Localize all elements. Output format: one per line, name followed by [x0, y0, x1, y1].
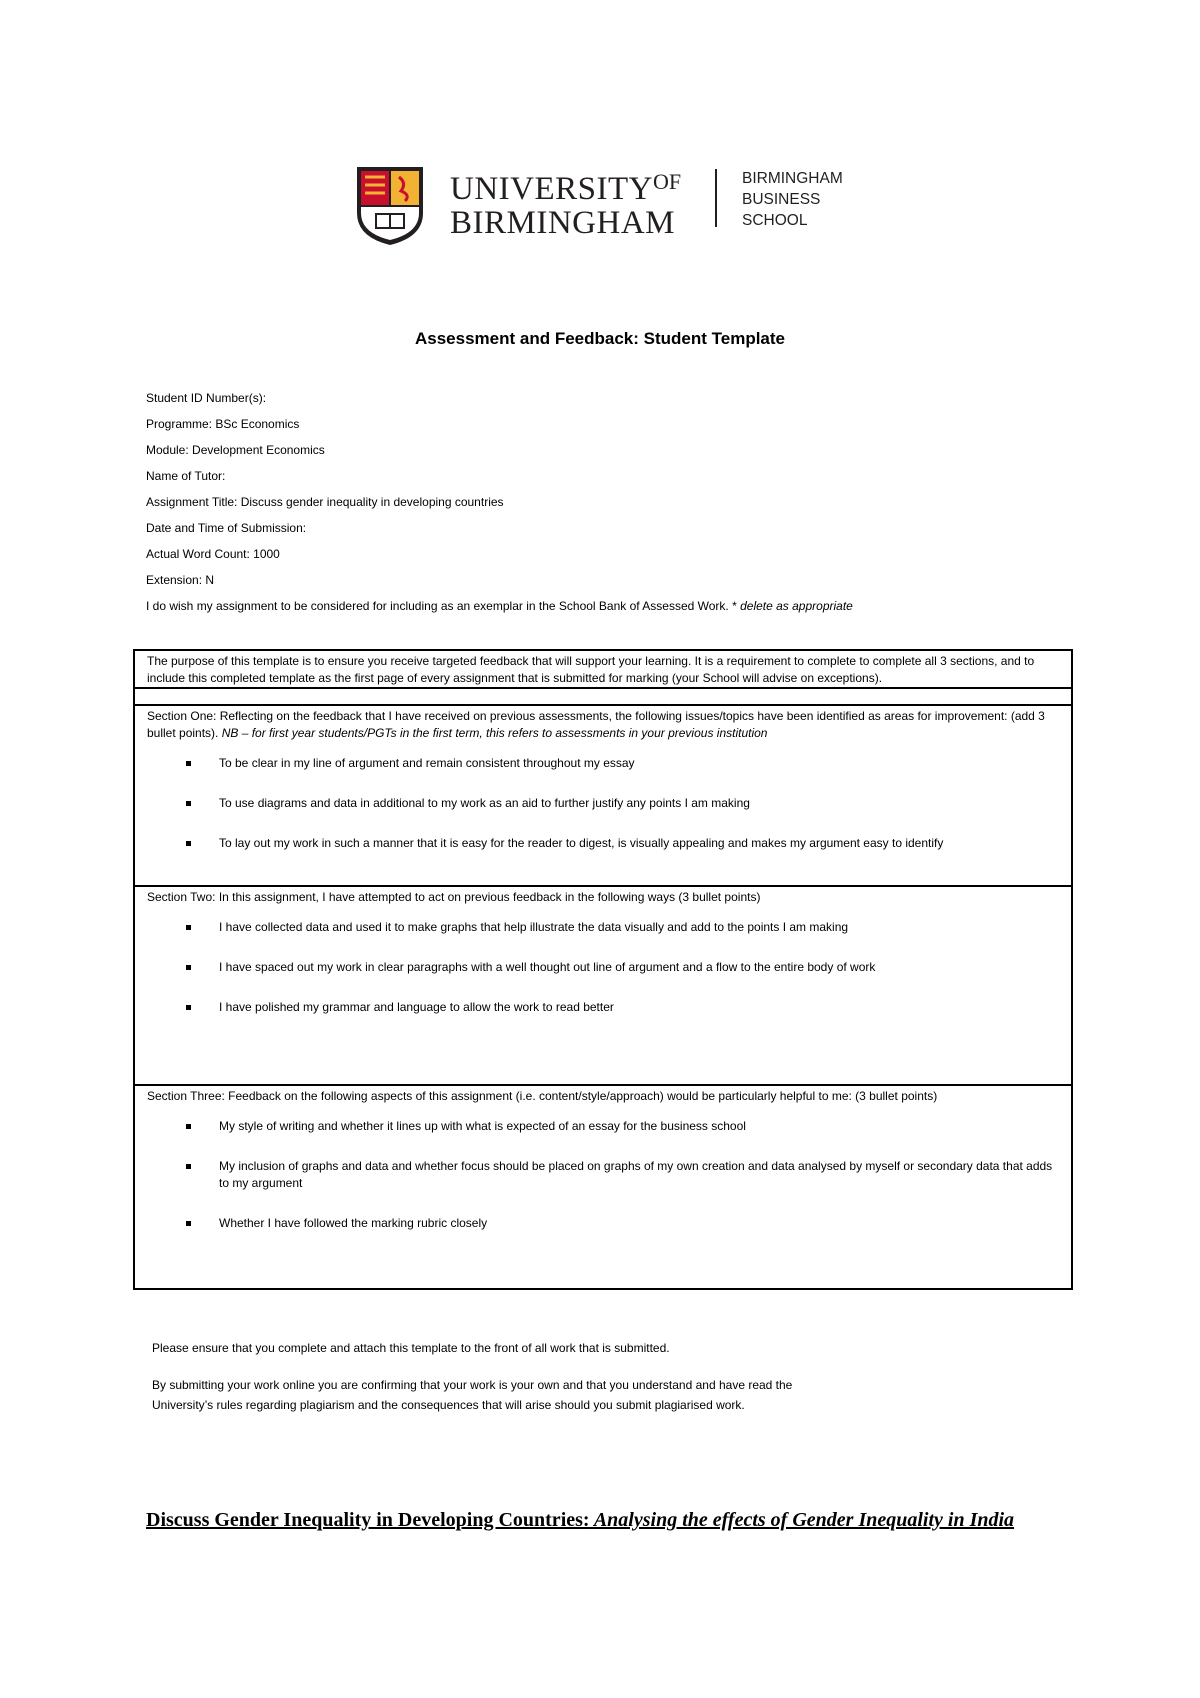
word-count-field: Actual Word Count: 1000: [146, 547, 280, 561]
plagiarism-note: By submitting your work online you are confirming that your work is your own and that you understand and have read the University’s rules regarding plagiarism and the consequences that will arise should you submit plagiarised work.: [152, 1378, 793, 1412]
section-two-heading: Section Two: In this assignment, I have attempted to act on previous feedback in the following ways (3 bullet points): [147, 890, 761, 904]
module-field: Module: Development Economics: [146, 443, 325, 457]
section-three: [135, 1086, 1071, 1288]
section-three-heading: Section Three: Feedback on the following aspects of this assignment (i.e. content/style/approach) would be particularly helpful to me: (3 bullet points): [147, 1089, 938, 1103]
feedback-table: [133, 649, 1073, 1290]
section-two: [135, 887, 1071, 1086]
list-item: To lay out my work in such a manner that it is easy for the reader to digest, is visually appealing and makes my argument easy to identify: [147, 835, 1061, 852]
programme-field: Programme: BSc Economics: [146, 417, 300, 431]
template-purpose: The purpose of this template is to ensure you receive targeted feedback that will support your learning. It is a requirement to complete to complete all 3 sections, and to include this completed template as the first page of every assignment that is submitted for marking (your School will advise on exceptions).: [135, 651, 1071, 689]
submission-notes: [152, 1338, 852, 1432]
bullet-icon: [186, 841, 191, 846]
university-wordmark: $UNIVERSITY^{OF}$ BIRMINGHAM: [450, 169, 682, 241]
bullet-icon: [186, 1124, 191, 1129]
section-one: [135, 706, 1071, 887]
extension-field: Extension: N: [146, 573, 215, 587]
exemplar-statement: I do wish my assignment to be considered for including as an exemplar in the School Bank of Assessed Work. * delete as appropriate: [146, 599, 853, 613]
student-details: [146, 390, 853, 624]
bullet-icon: [186, 1221, 191, 1226]
list-item: I have polished my grammar and language to allow the work to read better: [147, 999, 1061, 1016]
school-name: BIRMINGHAM BUSINESS SCHOOL: [742, 170, 843, 229]
list-item: To use diagrams and data in additional to my work as an aid to further justify any points I am making: [147, 795, 1061, 812]
list-item: I have spaced out my work in clear paragraphs with a well thought out line of argument and a flow to the entire body of work: [147, 959, 1061, 976]
list-item: Whether I have followed the marking rubric closely: [147, 1215, 1061, 1232]
tutor-field: Name of Tutor:: [146, 469, 226, 483]
bullet-icon: [186, 1005, 191, 1010]
list-item: My style of writing and whether it lines up with what is expected of an essay for the business school: [147, 1118, 1061, 1135]
essay-title: Discuss Gender Inequality in Developing Countries: Analysing the effects of Gender Inequality in India: [146, 1509, 1015, 1531]
logo-divider: [715, 169, 717, 227]
assignment-title-field: Assignment Title: Discuss gender inequality in developing countries: [146, 495, 504, 509]
university-logo: [355, 165, 865, 247]
section-one-heading: Section One: Reflecting on the feedback that I have received on previous assessments, the following issues/topics have been identified as areas for improvement: (add 3 bullet points). NB – for first year students/PGTs in the first term, this refers to assessments in your previous institution: [147, 709, 1045, 740]
bullet-icon: [186, 801, 191, 806]
list-item: My inclusion of graphs and data and whether focus should be placed on graphs of my own creation and data analysed by myself or secondary data that adds to my argument: [147, 1158, 1061, 1192]
submission-date-field: Date and Time of Submission:: [146, 521, 307, 535]
list-item: To be clear in my line of argument and remain consistent throughout my essay: [147, 755, 1061, 772]
blank-row: [135, 689, 1071, 706]
bullet-icon: [186, 965, 191, 970]
student-id-field: Student ID Number(s):: [146, 391, 267, 405]
attach-template-note: Please ensure that you complete and attach this template to the front of all work that is submitted.: [152, 1341, 670, 1355]
page-title: Assessment and Feedback: Student Template: [414, 329, 785, 348]
bullet-icon: [186, 1164, 191, 1169]
bullet-icon: [186, 761, 191, 766]
bullet-icon: [186, 925, 191, 930]
list-item: I have collected data and used it to make graphs that help illustrate the data visually and add to the points I am making: [147, 919, 1061, 936]
crest-icon: [355, 165, 425, 247]
